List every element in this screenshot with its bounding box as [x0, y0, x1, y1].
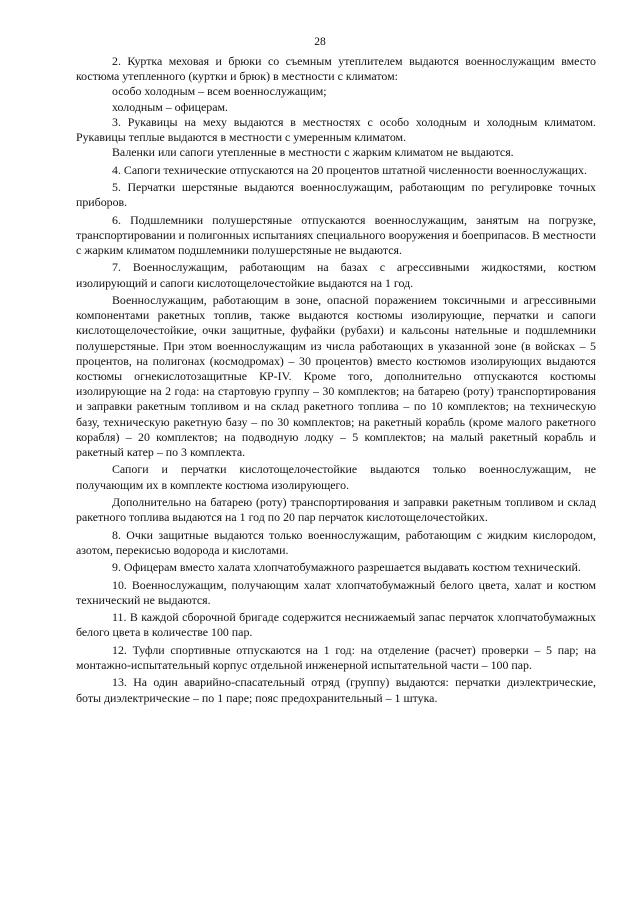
document-body — [76, 54, 596, 708]
paragraph-7: 7. Военнослужащим, работающим на базах с агрессивными жидкостями, костюм изолирующий и сапоги кислотощелочестойкие выдаются на 1 год. — [76, 260, 596, 290]
paragraph-2-item-2: холодным – офицерам. — [112, 99, 229, 114]
paragraph-8: 8. Очки защитные выдаются только военнослужащим, работающим с жидким кислородом, азотом, перекисью водорода и кислотами. — [76, 527, 596, 557]
paragraph-11: 11. В каждой сборочной бригаде содержится неснижаемый запас перчаток хлопчатобумажных белого цвета в количестве 100 пар. — [76, 610, 596, 640]
paragraph-7-zone: Военнослужащим, работающим в зоне, опасной поражением токсичными и агрессивными компонентами ракетных топлив, также выдаются костюмы изолирующие, перчатки и сапоги кислотощелочестойкие, очки защитные, фуфайки (рубахи) и кальсоны нательные и подшлемники полушерстяные. При этом военнослужащим из числа работающих в указанной зоне (в войсках – 5 процентов, на полигонах (космодромах) – 30 процентов) вместо костюмов изолирующих выдаются костюмы огнекислотозащитные КР-IV. Кроме того, дополнительно отпускаются костюмы изолирующие на 2 года: на стартовую группу – 30 комплектов; на батарею (роту) транспортирования и заправки ракетным топливом и на склад ракетного топлива – по 10 комплектов; на техническую базу, техническую ракетную базу – по 30 комплектов; на ракетный корабль (кроме малого ракетного корабля) – 20 комплектов; на подводную лодку – 5 комплектов; на малый ракетный корабль и ракетный катер – по 3 комплекта. — [76, 292, 596, 460]
paragraph-5: 5. Перчатки шерстяные выдаются военнослужащим, работающим по регулировке точных приборов. — [76, 180, 596, 210]
paragraph-6: 6. Подшлемники полушерстяные отпускаются военнослужащим, занятым на погрузке, транспортировании и полигонных испытаниях специального вооружения и боеприпасов. В местности с жарким климатом подшлемники полушерстяные не выдаются. — [76, 212, 596, 257]
paragraph-4: 4. Сапоги технические отпускаются на 20 процентов штатной численности военнослужащих. — [112, 162, 587, 177]
paragraph-12: 12. Туфли спортивные отпускаются на 1 год: на отделение (расчет) проверки – 5 пар; на монтажно-испытательный корпус отдельной инженерной испытательной части – 100 пар. — [76, 642, 596, 672]
paragraph-7-boots-gloves: Сапоги и перчатки кислотощелочестойкие выдаются только военнослужащим, не получающим их в комплекте костюма изолирующего. — [76, 462, 596, 492]
paragraph-7-additional: Дополнительно на батарею (роту) транспортирования и заправки ракетным топливом и склад ракетного топлива выдаются на 1 год по 20 пар перчаток кислотощелочестойких. — [76, 495, 596, 525]
paragraph-3: 3. Рукавицы на меху выдаются в местностях с особо холодным и холодным климатом. Рукавицы теплые выдаются в местности с умеренным климатом. — [76, 114, 596, 145]
paragraph-2-item-1: особо холодным – всем военнослужащим; — [112, 84, 327, 99]
paragraph-3-note: Валенки или сапоги утепленные в местности с жарким климатом не выдаются. — [112, 145, 514, 160]
paragraph-13: 13. На один аварийно-спасательный отряд (группу) выдаются: перчатки диэлектрические, боты диэлектрические – по 1 паре; пояс предохранительный – 1 штука. — [76, 675, 596, 705]
paragraph-9: 9. Офицерам вместо халата хлопчатобумажного разрешается выдавать костюм технический. — [112, 560, 581, 575]
page-number: 28 — [314, 36, 326, 48]
paragraph-2: 2. Куртка меховая и брюки со съемным утеплителем выдаются военнослужащим вместо костюма утепленного (куртки и брюк) в местности с климатом: — [76, 54, 596, 84]
paragraph-10: 10. Военнослужащим, получающим халат хлопчатобумажный белого цвета, халат и костюм технический не выдаются. — [76, 577, 596, 607]
